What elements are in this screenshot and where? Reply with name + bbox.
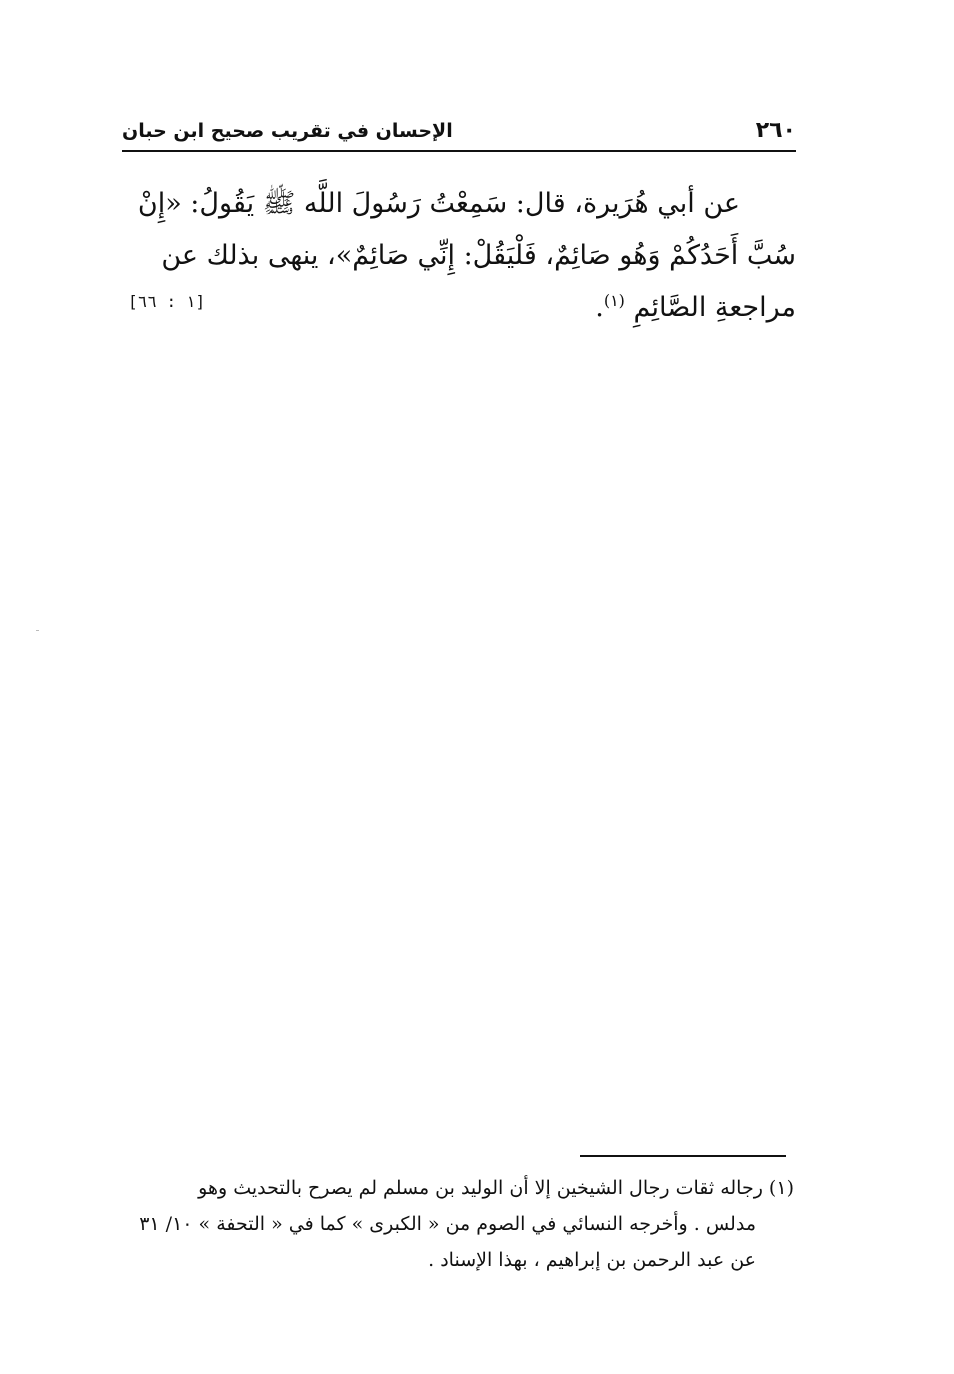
header-rule — [122, 150, 796, 152]
footnote-line-3: عن عبد الرحمن بن إبراهيم ، بهذا الإسناد . — [428, 1249, 756, 1271]
body-line-1-text: عن أبي هُرَيرة، قال: سَمِعْتُ رَسُولَ اللَّه ﷺ يَقُولُ: «إِنْ — [137, 188, 740, 219]
citation-reference: [١ : ٦٦] — [128, 292, 206, 311]
body-line-2: سُبَّ أَحَدُكُمْ وَهُو صَائِمٌ، فَلْيَقُلْ: إِنِّي صَائِمٌ»، ينهى بذلك عن — [161, 240, 796, 271]
body-line-3 — [122, 282, 796, 334]
scan-speck — [36, 630, 39, 631]
end-mark: . — [595, 292, 604, 323]
page-number: ٢٦٠ — [755, 118, 796, 143]
hadith-text — [122, 178, 796, 334]
footnote-line-1: (١) رجاله ثقات رجال الشيخين إلا أن الوليد بن مسلم لم يصرح بالتحديث وهو — [198, 1177, 794, 1199]
footnote-reference: (١) — [603, 291, 625, 310]
body-line-3-text: مراجعةِ الصَّائِمِ — [633, 292, 796, 323]
footnotes — [118, 1170, 794, 1278]
page-header — [122, 112, 796, 150]
footnote-separator — [580, 1155, 786, 1157]
body-line-1 — [122, 178, 796, 230]
running-title: الإحسان في تقريب صحيح ابن حبان — [122, 120, 453, 142]
footnote-line-2: مدلس . وأخرجه النسائي في الصوم من « الكبرى » كما في « التحفة » ١٠/ ٣١ — [139, 1213, 756, 1235]
